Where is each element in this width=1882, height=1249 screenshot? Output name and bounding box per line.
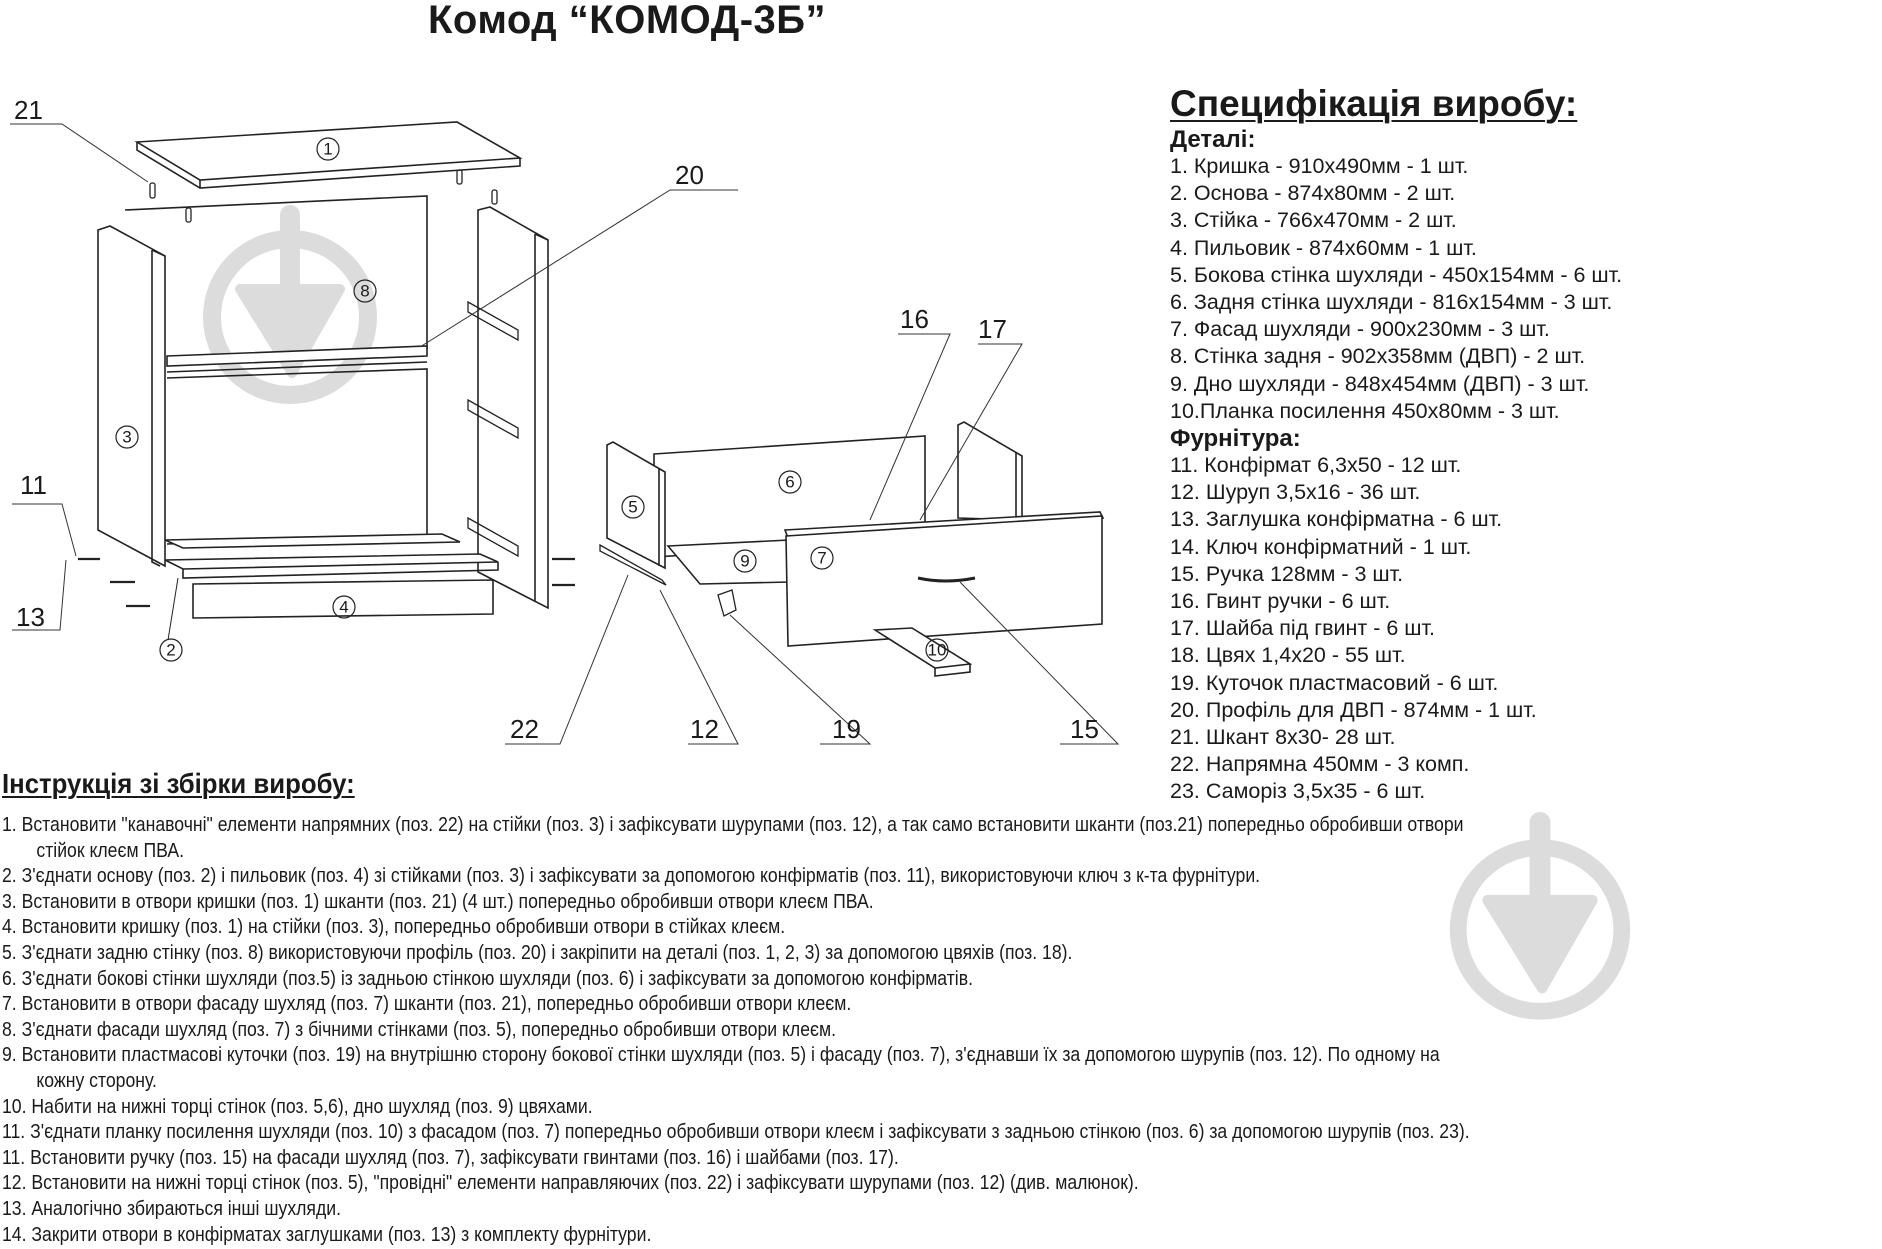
instruction-line: 9. Встановити пластмасові куточки (поз. 19) на внутрішню сторону бокової стінки шухляди (поз. 5) і фасаду (поз. 7), з'єднавши їх за допомогою шурупів (поз. 12). По одному на [2, 1043, 1440, 1067]
instruction-line: 13. Аналогічно збираються інші шухляди. [2, 1196, 342, 1220]
detail-item: 3. Стійка - 766х470мм - 2 шт. [1170, 208, 1457, 233]
callout-21: 21 [14, 95, 43, 125]
detail-item: 7. Фасад шухляди - 900х230мм - 3 шт. [1170, 317, 1550, 342]
part-5-drawer-side-right [958, 422, 1022, 520]
document-title: Комод “КОМОД-3Б” [428, 0, 827, 42]
instructions-list [2, 812, 1882, 1247]
svg-text:1: 1 [323, 139, 333, 159]
svg-text:9: 9 [740, 551, 750, 571]
detail-item: 4. Пильовик - 874х60мм - 1 шт. [1170, 235, 1477, 260]
callout-12: 12 [690, 714, 719, 744]
instruction-line: стійок клеєм ПВА. [36, 838, 184, 862]
callout-11: 11 [20, 470, 47, 500]
detail-item: 5. Бокова стінка шухляди - 450х154мм - 6 шт. [1170, 262, 1623, 287]
callout-16: 16 [900, 304, 929, 334]
hardware-item: 20. Профіль для ДВП - 874мм - 1 шт. [1170, 697, 1537, 722]
hardware-item: 13. Заглушка конфірматна - 6 шт. [1170, 507, 1503, 532]
part-10-reinforce-bar [875, 628, 970, 676]
detail-item: 2. Основа - 874х80мм - 2 шт. [1170, 181, 1456, 206]
svg-text:4: 4 [339, 597, 349, 617]
part-9-drawer-bottom [668, 540, 790, 584]
details-list [1170, 153, 1622, 425]
hardware-item: 15. Ручка 128мм - 3 шт. [1170, 561, 1404, 586]
hardware-item: 18. Цвях 1,4х20 - 55 шт. [1170, 643, 1406, 668]
instruction-line: 12. Встановити на нижні торці стінок (поз. 5), "провідні" елементи направляючих (поз. 22) і зафіксувати шурупами (поз. 12) (див. малюнок). [2, 1171, 1139, 1195]
instruction-line: 3. Встановити в отвори кришки (поз. 1) шканти (поз. 21) (4 шт.) попередньо обробивши отвори клеєм ПВА. [2, 889, 874, 913]
callout-17: 17 [978, 314, 1007, 344]
callout-13: 13 [16, 602, 45, 632]
hardware-item: 16. Гвинт ручки - 6 шт. [1170, 589, 1391, 614]
instruction-line: кожну сторону. [36, 1068, 157, 1092]
instruction-line: 2. З'єднати основу (поз. 2) і пильовик (поз. 4) зі стійками (поз. 3) і зафіксувати за допомогою конфірматів (поз. 11), використовуючи ключ з к-та фурнітури. [2, 864, 1261, 888]
instruction-line: 6. З'єднати бокові стінки шухляди (поз.5) із задньою стінкою шухляди (поз. 6) і зафіксувати за допомогою конфірматів. [2, 966, 973, 990]
part-8-back [125, 196, 427, 544]
part-3-right-side [478, 207, 548, 608]
instructions-title: Інструкція зі збірки виробу: [2, 768, 355, 799]
hardware-list [1170, 452, 1622, 806]
instruction-line: 1. Встановити "канавочні" елементи напрямних (поз. 22) на стійки (поз. 3) і зафіксувати шурупами (поз. 12), а так само встановити шканти (поз.21) попередньо обробивши отвори [2, 813, 1464, 836]
callout-22: 22 [510, 714, 539, 744]
hardware-item: 21. Шкант 8х30- 28 шт. [1170, 725, 1396, 750]
callout-19: 19 [832, 714, 861, 744]
instruction-line: 8. З'єднати фасади шухляд (поз. 7) з бічними стінками (поз. 5), попередньо обробивши отвори клеєм. [2, 1017, 837, 1041]
hardware-item: 12. Шуруп 3,5х16 - 36 шт. [1170, 480, 1421, 505]
hardware-item: 22. Напрямна 450мм - 3 комп. [1170, 752, 1470, 777]
instruction-line: 4. Встановити кришку (поз. 1) на стійки (поз. 3), попередньо обробивши отвори в стійках клеєм. [2, 915, 786, 939]
svg-text:8: 8 [360, 281, 370, 301]
hardware-item: 23. Саморіз 3,5х35 - 6 шт. [1170, 779, 1426, 804]
detail-item: 9. Дно шухляди - 848х454мм (ДВП) - 3 шт. [1170, 371, 1590, 396]
svg-text:7: 7 [817, 548, 827, 568]
detail-item: 1. Кришка - 910х490мм - 1 шт. [1170, 154, 1469, 178]
detail-item: 10.Планка посилення 450х80мм - 3 шт. [1170, 398, 1560, 423]
hardware-item: 11. Конфірмат 6,3х50 - 12 шт. [1170, 453, 1462, 478]
svg-text:3: 3 [122, 427, 132, 447]
hardware-item: 17. Шайба під гвинт - 6 шт. [1170, 616, 1435, 641]
hardware-item: 14. Ключ конфірматний - 1 шт. [1170, 534, 1472, 559]
assembly-diagram [0, 0, 1160, 770]
hardware-item: 19. Куточок пластмасовий - 6 шт. [1170, 670, 1499, 695]
svg-text:10: 10 [927, 640, 947, 660]
instruction-line: 14. Закрити отвори в конфірматах заглушками (поз. 13) з комплекту фурнітури. [2, 1222, 652, 1246]
instruction-line: 5. З'єднати задню стінку (поз. 8) використовуючи профіль (поз. 20) і закріпити на деталі (поз. 1, 2, 3) за допомогою цвяхів (поз. 18). [2, 940, 1073, 964]
spec-title: Специфікація виробу: [1170, 83, 1578, 124]
callout-15: 15 [1070, 714, 1099, 744]
details-heading: Деталі: [1170, 126, 1256, 153]
callout-20: 20 [675, 160, 704, 190]
instruction-line: 11. З'єднати планку посилення шухляди (поз. 10) з фасадом (поз. 7) попередньо обробивши отвори клеєм і зафіксувати з задньою стінкою (поз. 6) за допомогою шурупів (поз. 23). [2, 1120, 1470, 1144]
part-3-left-side [98, 226, 165, 566]
instruction-line: 11. Встановити ручку (поз. 15) на фасади шухляд (поз. 7), зафіксувати гвинтами (поз. 16) і шайбами (поз. 17). [2, 1145, 899, 1169]
callout-leaders [10, 124, 1118, 744]
part-4-plinth [193, 580, 493, 618]
detail-item: 8. Стінка задня - 902х358мм (ДВП) - 2 шт. [1170, 344, 1586, 369]
specification-panel [1170, 82, 1622, 806]
svg-text:5: 5 [628, 497, 638, 517]
part-7-drawer-front [785, 512, 1103, 646]
svg-text:2: 2 [166, 640, 176, 660]
detail-item: 6. Задня стінка шухляди - 816х154мм - 3 шт. [1170, 290, 1613, 315]
instruction-line: 7. Встановити в отвори фасаду шухляд (поз. 7) шканти (поз. 21), попередньо обробивши отвори клеєм. [2, 992, 852, 1016]
instruction-line: 10. Набити на нижні торці стінок (поз. 5,6), дно шухляд (поз. 9) цвяхами. [2, 1094, 593, 1118]
svg-text:6: 6 [785, 472, 795, 492]
hardware-heading: Фурнітура: [1170, 425, 1301, 453]
